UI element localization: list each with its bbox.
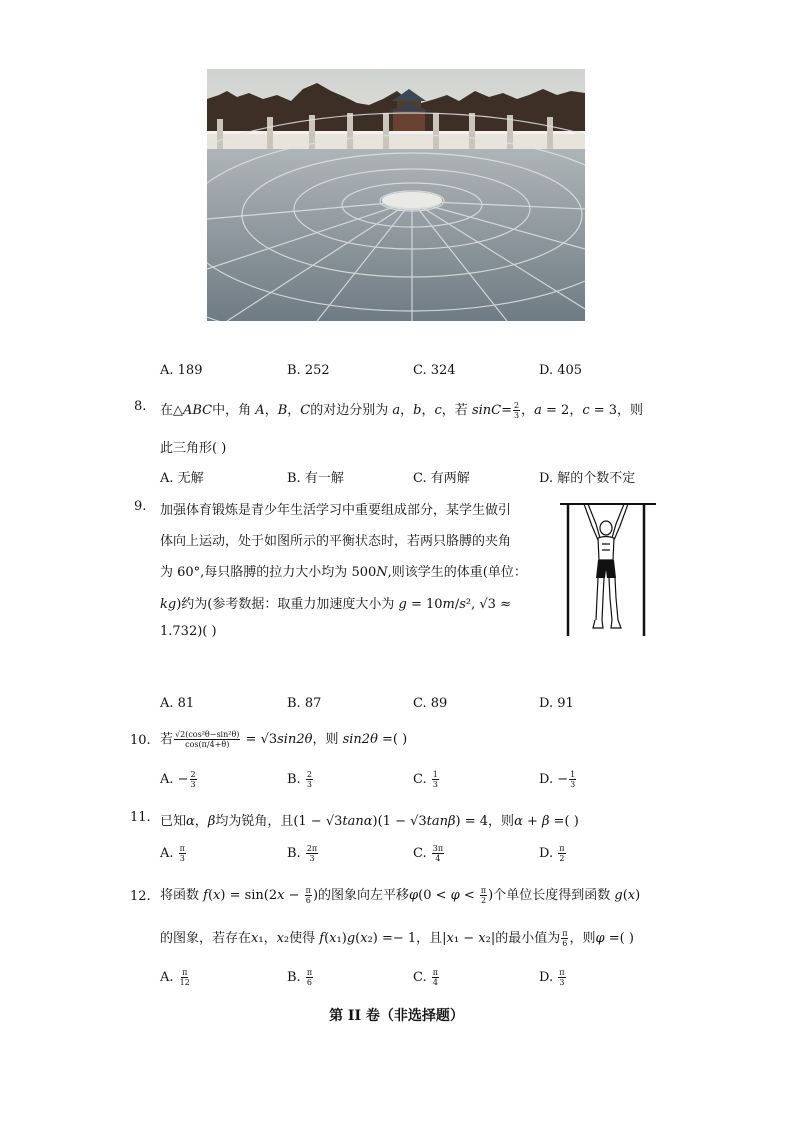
q9-stem-line5: 1.732)( )	[160, 624, 217, 639]
q7-option-c[interactable]: C. 324	[413, 363, 456, 378]
q7-option-d[interactable]: D. 405	[539, 363, 583, 378]
q12-stem-line2: 的图象，若存在x₁，x₂使得 f(x₁)g(x₂) =− 1，且|x₁ − x₂|的最小值为 $\frac{\pi}{6}$ ，则φ =( )	[160, 929, 634, 948]
q10-option-d[interactable]: D. − $\frac{1}{3}$	[539, 770, 576, 789]
q8-option-d[interactable]: D. 解的个数不定	[539, 471, 636, 486]
q8-option-b[interactable]: B. 有一解	[287, 471, 344, 486]
q8-fraction: $\frac{2}{3}$	[514, 401, 520, 420]
q9-number: 9.	[134, 499, 147, 514]
q10-option-b[interactable]: B. $\frac{2}{3}$	[287, 770, 312, 789]
q9-option-a[interactable]: A. 81	[160, 696, 195, 711]
q8-number: 8.	[134, 399, 147, 414]
q12-option-a[interactable]: A. $\frac{\pi}{12}$	[160, 968, 190, 987]
q9-stem-line1: 加强体育锻炼是青少年生活学习中重要组成部分，某学生做引	[160, 503, 512, 518]
q9-stem-line2: 体向上运动，处于如图所示的平衡状态时，若两只胳膊的夹角	[160, 534, 512, 549]
q12-option-d[interactable]: D. $\frac{\pi}{3}$	[539, 968, 565, 987]
q7-option-a[interactable]: A. 189	[160, 363, 203, 378]
q9-stem-line4: kg)约为(参考数据：取重力加速度大小为 g = 10m/s², √3 ≈	[160, 597, 511, 612]
q10-option-a[interactable]: A. − $\frac{2}{3}$	[160, 770, 196, 789]
q11-option-d[interactable]: D. $\frac{\pi}{2}$	[539, 844, 565, 863]
q11-number: 11.	[130, 810, 151, 825]
q8-stem-line1: 在△ABC中，角 A，B，C的对边分别为 a，b，c，若 sinC= $\frac{2}{3}$ ，a = 2，c = 3，则	[160, 401, 644, 420]
q7-option-b[interactable]: B. 252	[287, 363, 330, 378]
q11-stem: 已知α，β均为锐角，且(1 − √3tanα)(1 − √3tanβ) = 4，则α + β =( )	[160, 814, 579, 829]
q11-option-a[interactable]: A. $\frac{\pi}{3}$	[160, 844, 185, 863]
q8-option-c[interactable]: C. 有两解	[413, 471, 470, 486]
q12-option-b[interactable]: B. $\frac{\pi}{6}$	[287, 968, 313, 987]
q11-option-b[interactable]: B. $\frac{2\pi}{3}$	[287, 844, 318, 863]
section-title: 第 II 卷（非选择题）	[329, 1008, 464, 1024]
q8-option-a[interactable]: A. 无解	[160, 471, 204, 486]
q10-number: 10.	[130, 733, 151, 748]
pull-up-figure	[558, 498, 658, 640]
q10-fraction: $\frac{\text{√2(cos²θ−sin²θ)}}{\cos(\pi/4+\theta)}$	[175, 730, 240, 749]
q9-option-b[interactable]: B. 87	[287, 696, 322, 711]
q9-option-d[interactable]: D. 91	[539, 696, 574, 711]
q11-option-c[interactable]: C. $\frac{3\pi}{4}$	[413, 844, 444, 863]
q8-stem-line2: 此三角形( )	[160, 441, 227, 456]
q12-option-c[interactable]: C. $\frac{\pi}{4}$	[413, 968, 439, 987]
q12-stem-line1: 将函数 f(x) = sin(2x − $\frac{\pi}{6}$ )的图象向左平移φ(0 < φ < $\frac{\pi}{2}$ )个单位长度得到函数 g(x)	[160, 886, 641, 905]
altar-photo	[207, 69, 585, 321]
q9-option-c[interactable]: C. 89	[413, 696, 448, 711]
q9-stem-line3: 为 60°,每只胳膊的拉力大小均为 500N,则该学生的体重(单位：	[160, 565, 527, 580]
q12-number: 12.	[130, 889, 151, 904]
q10-option-c[interactable]: C. $\frac{1}{3}$	[413, 770, 438, 789]
q10-stem: 若 $\frac{\text{√2(cos²θ−sin²θ)}}{\cos(\pi/4+\theta)}$ = √3sin2θ，则 sin2θ =( )	[160, 730, 408, 749]
